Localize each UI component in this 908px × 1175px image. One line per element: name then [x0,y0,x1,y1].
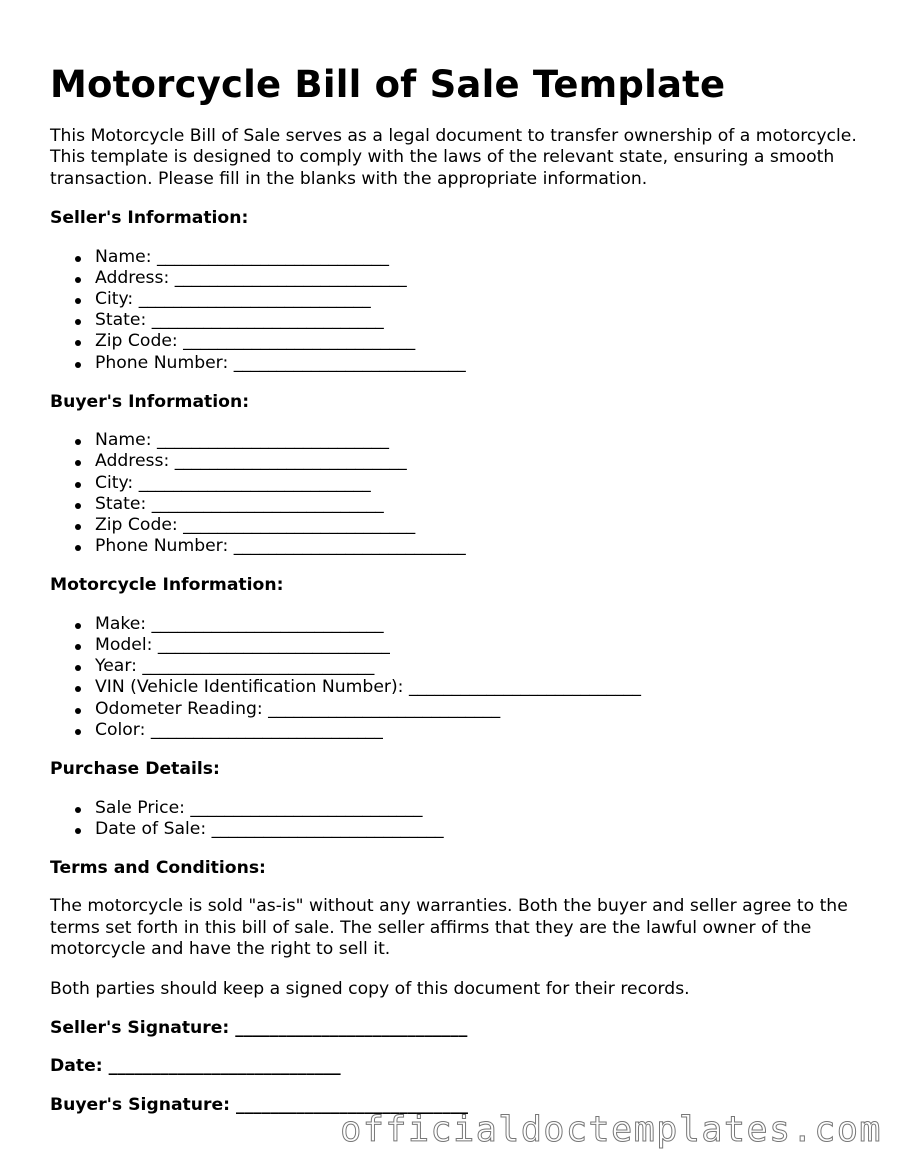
seller-state-field: State: ___________________________ [50,310,870,331]
terms-heading: Terms and Conditions: [50,857,266,878]
motorcycle-model-field: Model: ___________________________ [50,635,870,656]
buyer-phone-field: Phone Number: ___________________________ [50,536,870,557]
records-paragraph: Both parties should keep a signed copy of this document for their records. [50,978,690,999]
buyer-address-field: Address: ___________________________ [50,451,870,472]
buyer-city-field: City: ___________________________ [50,473,870,494]
seller-name-field: Name: ___________________________ [50,247,870,268]
watermark-text: officialdoctemplates.com [340,1110,882,1150]
seller-fields-list [50,247,870,374]
sale-date-field: Date of Sale: ___________________________ [50,819,870,840]
purchase-fields-list [50,798,870,840]
motorcycle-year-field: Year: ___________________________ [50,656,870,677]
purchase-heading: Purchase Details: [50,759,220,780]
intro-paragraph: This Motorcycle Bill of Sale serves as a legal document to transfer ownership of a motorcycle. This template is designed to comply with the laws of the relevant state, ensuring a smooth transaction. Please fill in the blanks with the appropriate information. [50,126,857,189]
motorcycle-odometer-field: Odometer Reading: ___________________________ [50,699,870,720]
seller-signature-line: Seller's Signature: ___________________________ [50,1017,468,1038]
seller-zip-field: Zip Code: ___________________________ [50,331,870,352]
seller-heading: Seller's Information: [50,208,249,229]
buyer-fields-list [50,430,870,557]
document-title: Motorcycle Bill of Sale Template [50,63,726,106]
seller-phone-field: Phone Number: ___________________________ [50,353,870,374]
buyer-name-field: Name: ___________________________ [50,430,870,451]
motorcycle-fields-list [50,614,870,741]
buyer-heading: Buyer's Information: [50,391,250,412]
buyer-zip-field: Zip Code: ___________________________ [50,515,870,536]
seller-address-field: Address: ___________________________ [50,268,870,289]
motorcycle-heading: Motorcycle Information: [50,575,284,596]
motorcycle-make-field: Make: ___________________________ [50,614,870,635]
buyer-signature-line: Buyer's Signature: ___________________________ [50,1094,469,1115]
date-line: Date: ___________________________ [50,1056,341,1077]
terms-paragraph: The motorcycle is sold "as-is" without any warranties. Both the buyer and seller agree to the terms set forth in this bill of sale. The seller affirms that they are the lawful owner of the motorcycle and have the right to sell it. [50,896,848,960]
seller-city-field: City: ___________________________ [50,289,870,310]
motorcycle-color-field: Color: ___________________________ [50,720,870,741]
sale-price-field: Sale Price: ___________________________ [50,798,870,819]
buyer-state-field: State: ___________________________ [50,494,870,515]
motorcycle-vin-field: VIN (Vehicle Identification Number): ___________________________ [50,677,870,698]
document-page [50,62,870,1133]
